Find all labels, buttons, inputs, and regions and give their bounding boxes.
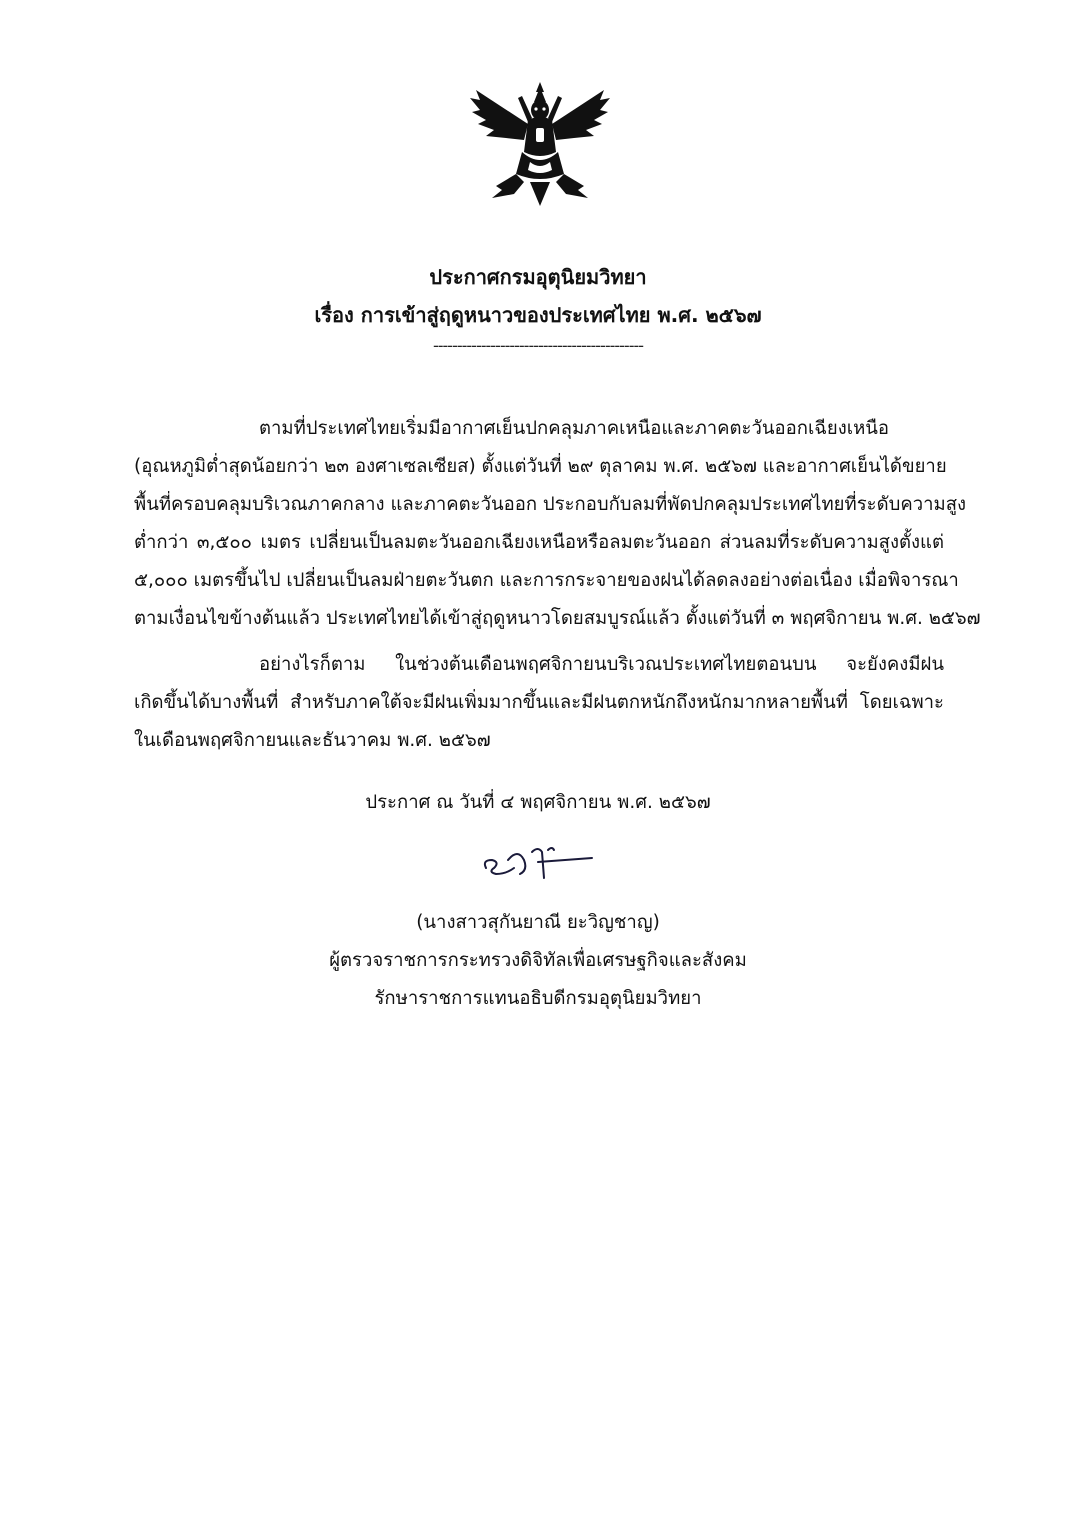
signatory-name: (นางสาวสุกันยาณี ยะวิญชาญ) [416, 912, 660, 933]
document-subject: เรื่อง การเข้าสู่ฤดูหนาวของประเทศไทย พ.ศ. ๒๕๖๗ [314, 303, 762, 327]
paragraph-line: ในเดือนพฤศจิกายนและธันวาคม พ.ศ. ๒๕๖๗ [134, 730, 491, 751]
dashed-separator: -------------------------------------------- [432, 336, 644, 355]
paragraph-line: ตามเงื่อนไขข้างต้นแล้ว ประเทศไทยได้เข้าสู่ฤดูหนาวโดยสมบูรณ์แล้ว ตั้งแต่วันที่ ๓ พฤศจิกายน พ.ศ. ๒๕๖๗ [134, 608, 981, 629]
signatory-position: ผู้ตรวจราชการกระทรวงดิจิทัลเพื่อเศรษฐกิจและสังคม [329, 950, 747, 971]
paragraph-line: ต่ำกว่า ๓,๕๐๐ เมตร เปลี่ยนเป็นลมตะวันออกเฉียงเหนือหรือลมตะวันออก ส่วนลมที่ระดับความสูงตั้งแต่ [134, 532, 944, 553]
garuda-emblem-icon [466, 78, 614, 210]
announcement-date: ประกาศ ณ วันที่ ๔ พฤศจิกายน พ.ศ. ๒๕๖๗ [365, 792, 711, 813]
paragraph-line: อย่างไรก็ตาม ในช่วงต้นเดือนพฤศจิกายนบริเวณประเทศไทยตอนบน จะยังคงมีฝน [259, 654, 944, 675]
document-title: ประกาศกรมอุตุนิยมวิทยา [429, 265, 647, 289]
paragraph-line: เกิดขึ้นได้บางพื้นที่ สำหรับภาคใต้จะมีฝนเพิ่มมากขึ้นและมีฝนตกหนักถึงหนักมากหลายพื้นที่ โดยเฉพาะ [134, 692, 944, 713]
paragraph-line: (อุณหภูมิต่ำสุดน้อยกว่า ๒๓ องศาเซลเซียส) ตั้งแต่วันที่ ๒๙ ตุลาคม พ.ศ. ๒๕๖๗ และอากาศเย็นได้ขยาย [134, 456, 947, 477]
paragraph-line: ๕,๐๐๐ เมตรขึ้นไป เปลี่ยนเป็นลมฝ่ายตะวันตก และการกระจายของฝนได้ลดลงอย่างต่อเนื่อง เมื่อพิจารณา [134, 570, 959, 591]
signature-image [478, 838, 596, 888]
paragraph-line: ตามที่ประเทศไทยเริ่มมีอากาศเย็นปกคลุมภาคเหนือและภาคตะวันออกเฉียงเหนือ [259, 418, 890, 439]
paragraph-line: พื้นที่ครอบคลุมบริเวณภาคกลาง และภาคตะวันออก ประกอบกับลมที่พัดปกคลุมประเทศไทยที่ระดับความสูง [134, 494, 967, 515]
signatory-acting-role: รักษาราชการแทนอธิบดีกรมอุตุนิยมวิทยา [374, 988, 702, 1009]
